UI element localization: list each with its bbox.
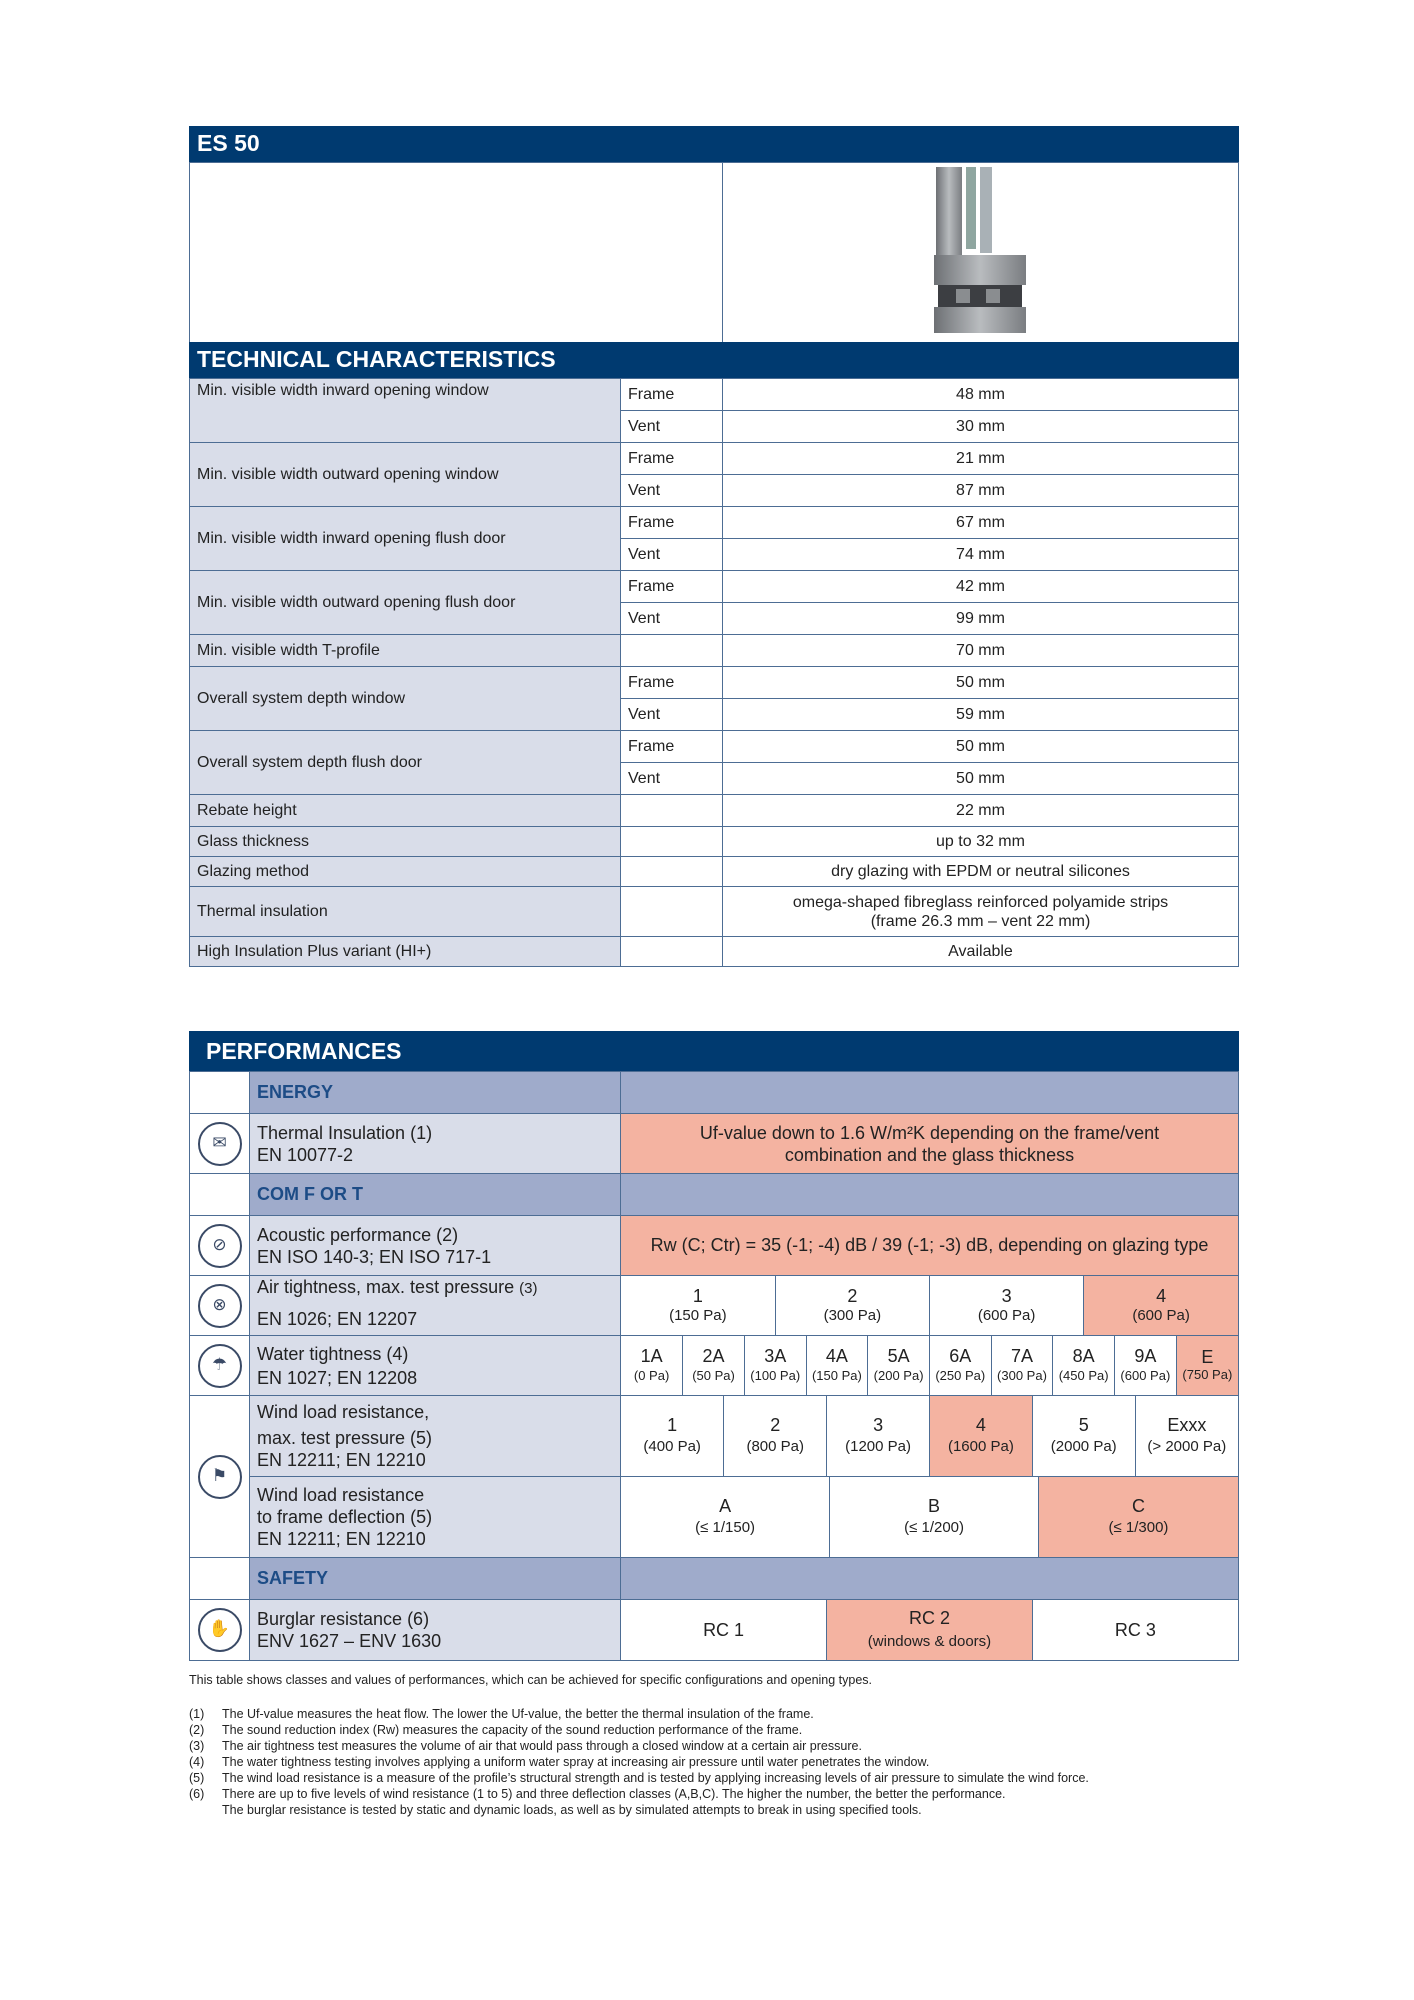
product-image-cell	[723, 163, 1239, 343]
category-comfort: COM F OR T	[250, 1174, 621, 1216]
water-icon: ☂	[198, 1344, 242, 1388]
tech-sub-empty	[621, 887, 723, 937]
water-label-1: Water tightness (4)	[257, 1343, 409, 1364]
performances-heading: PERFORMANCES	[206, 1038, 402, 1064]
tech-value: 21 mm	[723, 443, 1239, 475]
burglar-icon-cell	[190, 1600, 250, 1661]
wind-label-2: max. test pressure (5)	[257, 1428, 433, 1448]
tech-label: Min. visible width inward opening flush door	[190, 507, 621, 571]
burglar-classes-cell	[621, 1600, 1239, 1661]
product-title-bar	[189, 126, 1239, 163]
note-item: (1) The Uf-value measures the heat flow. The lower the Uf-value, the better the thermal insulation of the frame.	[189, 1707, 814, 1721]
burglar-class-highlighted: RC 2 (windows & doors)	[827, 1600, 1033, 1660]
water-class: 7A (300 Pa)	[991, 1336, 1053, 1395]
acoustic-label	[250, 1216, 621, 1276]
tech-sub-empty	[621, 635, 723, 667]
tech-value: 67 mm	[723, 507, 1239, 539]
tech-value: 50 mm	[723, 731, 1239, 763]
tech-sub: Vent	[621, 539, 723, 571]
wind-class: 1 (400 Pa)	[621, 1396, 724, 1476]
wind-classes-cell	[621, 1396, 1239, 1477]
water-class: 1A (0 Pa)	[621, 1336, 683, 1395]
wind-class: 2 (800 Pa)	[724, 1396, 827, 1476]
air-icon-cell	[190, 1276, 250, 1336]
air-label-2: EN 1026; EN 12207	[257, 1309, 418, 1329]
tech-label: Overall system depth window	[190, 667, 621, 731]
notes-intro: This table shows classes and values of performances, which can be achieved for specific configurations and opening types.	[189, 1673, 873, 1687]
acoustic-label-1: Acoustic performance (2)	[257, 1224, 459, 1245]
tech-sub: Vent	[621, 411, 723, 443]
water-classes-cell	[621, 1336, 1239, 1396]
wind-class: 5 (2000 Pa)	[1032, 1396, 1135, 1476]
tech-value: Available	[723, 937, 1239, 967]
water-label	[250, 1336, 621, 1396]
technical-heading: TECHNICAL CHARACTERISTICS	[197, 346, 556, 372]
tech-sub: Frame	[621, 507, 723, 539]
air-icon: ⊗	[198, 1284, 242, 1328]
tech-sub: Frame	[621, 571, 723, 603]
category-fill	[621, 1072, 1239, 1114]
tech-value: dry glazing with EPDM or neutral silicones	[723, 857, 1239, 887]
wind-icon: ⚑	[198, 1455, 242, 1499]
tech-label: Rebate height	[190, 795, 621, 827]
wind-label-1: Wind load resistance,	[257, 1402, 430, 1422]
product-title: ES 50	[197, 130, 260, 156]
deflection-class: B (≤ 1/200)	[830, 1477, 1039, 1557]
tech-sub: Frame	[621, 731, 723, 763]
tech-value-line: (frame 26.3 mm – vent 22 mm)	[870, 912, 1091, 930]
air-classes	[621, 1276, 1238, 1335]
note-item: (4) The water tightness testing involves applying a uniform water spray at increasing air pressure until water penetrates the window.	[189, 1755, 930, 1769]
wind-classes	[621, 1396, 1238, 1476]
note-item: The burglar resistance is tested by static and dynamic loads, as well as by simulated attempts to break in using specified tools.	[222, 1803, 922, 1817]
acoustic-icon-cell	[190, 1216, 250, 1276]
tech-value-line: omega-shaped fibreglass reinforced polyamide strips	[792, 893, 1169, 911]
water-class-highlighted: E (750 Pa)	[1176, 1336, 1238, 1395]
wind-class-highlighted: 4 (1600 Pa)	[929, 1396, 1032, 1476]
tech-sub: Frame	[621, 379, 723, 411]
wind-label	[250, 1396, 621, 1477]
wind-class: Exxx (> 2000 Pa)	[1135, 1396, 1238, 1476]
category-energy: ENERGY	[250, 1072, 621, 1114]
thermal-label	[250, 1114, 621, 1174]
image-blank-cell	[190, 163, 723, 343]
thermal-label-1: Thermal Insulation (1)	[257, 1122, 433, 1143]
tech-sub-empty	[621, 827, 723, 857]
air-classes-cell	[621, 1276, 1239, 1336]
tech-label: High Insulation Plus variant (HI+)	[190, 937, 621, 967]
tech-value: 50 mm	[723, 763, 1239, 795]
tech-label: Min. visible width outward opening flush door	[190, 571, 621, 635]
tech-label: Min. visible width inward opening window	[190, 379, 621, 443]
air-class: 1 (150 Pa)	[621, 1276, 775, 1335]
burglar-icon: ✋	[198, 1608, 242, 1652]
air-label-1: Air tightness, max. test pressure	[257, 1277, 515, 1297]
tech-value: 48 mm	[723, 379, 1239, 411]
note-item: (3) The air tightness test measures the volume of air that would pass through a closed window at a certain air pressure.	[189, 1739, 862, 1753]
acoustic-label-2: EN ISO 140-3; EN ISO 717-1	[257, 1246, 492, 1267]
water-class: 4A (150 Pa)	[806, 1336, 868, 1395]
tech-label: Overall system depth flush door	[190, 731, 621, 795]
deflection-label-3: EN 12211; EN 12210	[257, 1529, 426, 1549]
tech-sub-empty	[621, 795, 723, 827]
product-image-table	[189, 162, 1239, 343]
burglar-label	[250, 1600, 621, 1661]
tech-sub-empty	[621, 937, 723, 967]
tech-value: 70 mm	[723, 635, 1239, 667]
burglar-label-2: ENV 1627 – ENV 1630	[257, 1631, 442, 1651]
wind-icon-cell	[190, 1396, 250, 1558]
tech-label: Glazing method	[190, 857, 621, 887]
tech-sub: Vent	[621, 763, 723, 795]
note-item: (5) The wind load resistance is a measure of the profile’s structural strength and is tested by applying increasing levels of air pressure to simulate the wind force.	[189, 1771, 1089, 1785]
tech-label: Thermal insulation	[190, 887, 621, 937]
category-safety: SAFETY	[250, 1558, 621, 1600]
tech-value: 59 mm	[723, 699, 1239, 731]
tech-value: 50 mm	[723, 667, 1239, 699]
deflection-classes	[621, 1477, 1238, 1557]
note-item: (2) The sound reduction index (Rw) measures the capacity of the sound reduction performance of the frame.	[189, 1723, 803, 1737]
tech-value: 42 mm	[723, 571, 1239, 603]
water-class: 2A (50 Pa)	[683, 1336, 745, 1395]
category-fill	[621, 1558, 1239, 1600]
air-label	[250, 1276, 621, 1336]
tech-value-multiline	[723, 887, 1239, 937]
tech-value: 99 mm	[723, 603, 1239, 635]
tech-label: Min. visible width outward opening window	[190, 443, 621, 507]
burglar-class: RC 1	[621, 1600, 827, 1660]
burglar-classes	[621, 1600, 1238, 1660]
air-class: 2 (300 Pa)	[775, 1276, 929, 1335]
water-classes	[621, 1336, 1238, 1395]
tech-sub: Frame	[621, 667, 723, 699]
thermal-icon: ✉	[198, 1122, 242, 1166]
tech-value: 87 mm	[723, 475, 1239, 507]
water-class: 5A (200 Pa)	[868, 1336, 930, 1395]
burglar-class: RC 3	[1032, 1600, 1238, 1660]
note-item: (6) There are up to five levels of wind resistance (1 to 5) and three deflection classes (A,B,C). The higher the number, the better the performance.	[189, 1787, 1006, 1801]
tech-label: Glass thickness	[190, 827, 621, 857]
footnotes	[189, 1672, 1249, 1818]
icon-empty	[190, 1072, 250, 1114]
water-icon-cell	[190, 1336, 250, 1396]
water-label-2: EN 1027; EN 12208	[257, 1367, 418, 1388]
deflection-classes-cell	[621, 1477, 1239, 1558]
deflection-label-2: to frame deflection (5)	[257, 1507, 433, 1527]
deflection-class: A (≤ 1/150)	[621, 1477, 830, 1557]
wind-class: 3 (1200 Pa)	[827, 1396, 930, 1476]
tech-sub: Vent	[621, 475, 723, 507]
acoustic-icon: ⊘	[198, 1224, 242, 1268]
air-class: 3 (600 Pa)	[930, 1276, 1084, 1335]
air-class-highlighted: 4 (600 Pa)	[1084, 1276, 1238, 1335]
acoustic-value: Rw (C; Ctr) = 35 (-1; -4) dB / 39 (-1; -3) dB, depending on glazing type	[621, 1216, 1239, 1276]
thermal-icon-cell	[190, 1114, 250, 1174]
burglar-label-1: Burglar resistance (6)	[257, 1609, 430, 1629]
water-class: 9A (600 Pa)	[1115, 1336, 1177, 1395]
deflection-class-highlighted: C (≤ 1/300)	[1038, 1477, 1238, 1557]
technical-heading-bar	[189, 342, 1239, 378]
tech-value: 30 mm	[723, 411, 1239, 443]
profile-image	[916, 167, 1046, 339]
icon-empty	[190, 1174, 250, 1216]
tech-sub: Vent	[621, 603, 723, 635]
performances-heading-bar	[189, 1031, 1239, 1071]
air-note: (3)	[519, 1280, 538, 1297]
tech-sub-empty	[621, 857, 723, 887]
tech-value: 22 mm	[723, 795, 1239, 827]
thermal-label-2: EN 10077-2	[257, 1144, 354, 1165]
tech-sub: Vent	[621, 699, 723, 731]
thermal-value: Uf-value down to 1.6 W/m²K depending on the frame/vent combination and the glass thickness	[621, 1114, 1239, 1174]
icon-empty	[190, 1558, 250, 1600]
category-fill	[621, 1174, 1239, 1216]
technical-table	[189, 378, 1239, 967]
water-class: 8A (450 Pa)	[1053, 1336, 1115, 1395]
deflection-label	[250, 1477, 621, 1558]
water-class: 3A (100 Pa)	[744, 1336, 806, 1395]
tech-value: up to 32 mm	[723, 827, 1239, 857]
wind-label-3: EN 12211; EN 12210	[257, 1450, 426, 1470]
tech-label: Min. visible width T-profile	[190, 635, 621, 667]
performances-table	[189, 1071, 1239, 1661]
tech-value: 74 mm	[723, 539, 1239, 571]
deflection-label-1: Wind load resistance	[257, 1485, 425, 1505]
water-class: 6A (250 Pa)	[929, 1336, 991, 1395]
tech-sub: Frame	[621, 443, 723, 475]
